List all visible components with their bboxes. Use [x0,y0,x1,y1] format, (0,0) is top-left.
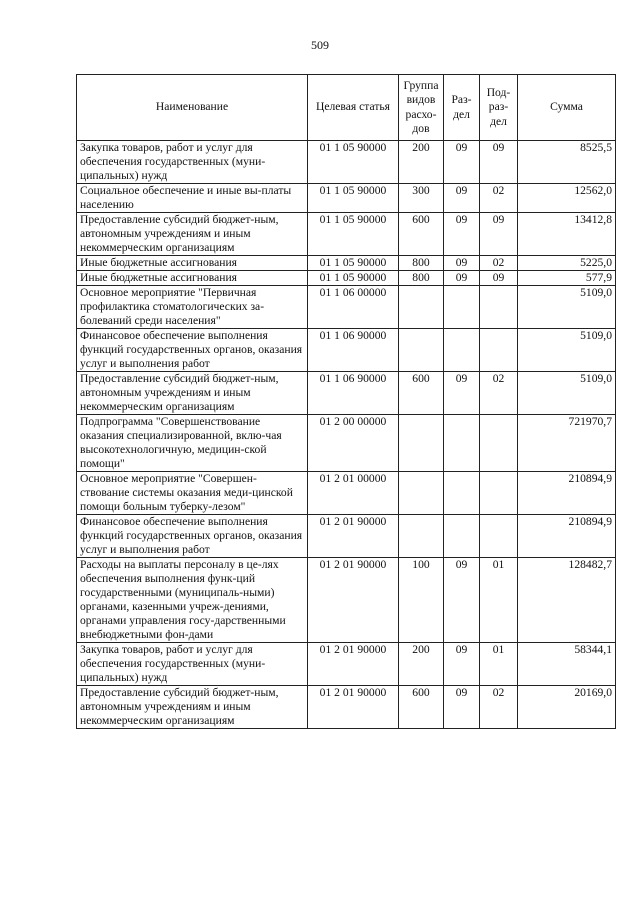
row-amount: 210894,9 [518,472,616,515]
row-amount: 13412,8 [518,213,616,256]
row-subsection [480,415,518,472]
row-subsection: 01 [480,643,518,686]
row-target-article: 01 2 00 00000 [308,415,399,472]
table-row [77,643,616,686]
header-expense-group: Группа видов расхо-дов [399,75,444,141]
row-subsection: 02 [480,184,518,213]
row-target-article: 01 2 01 90000 [308,515,399,558]
row-target-article: 01 1 05 90000 [308,184,399,213]
row-amount: 5225,0 [518,256,616,271]
row-section [444,472,480,515]
row-name: Финансовое обеспечение выполнения функций государственных органов, оказания услуг и выполнения работ [77,329,308,372]
row-name: Закупка товаров, работ и услуг для обеспечения государственных (муни-ципальных) нужд [77,141,308,184]
row-section: 09 [444,271,480,286]
row-subsection [480,329,518,372]
row-target-article: 01 1 06 00000 [308,286,399,329]
row-expense-group: 600 [399,372,444,415]
table-row [77,686,616,729]
row-name: Иные бюджетные ассигнования [77,271,308,286]
header-name: Наименование [77,75,308,141]
row-name: Иные бюджетные ассигнования [77,256,308,271]
budget-table [76,74,616,729]
row-expense-group [399,472,444,515]
row-expense-group: 300 [399,184,444,213]
table-row [77,415,616,472]
row-section [444,286,480,329]
row-section [444,329,480,372]
row-target-article: 01 2 01 90000 [308,686,399,729]
row-target-article: 01 1 05 90000 [308,256,399,271]
row-subsection: 02 [480,372,518,415]
row-name: Подпрограмма "Совершенствование оказания специализированной, вклю-чая высокотехнологичную, медицин-ской помощи" [77,415,308,472]
row-target-article: 01 1 05 90000 [308,213,399,256]
row-section: 09 [444,643,480,686]
header-section: Раз-дел [444,75,480,141]
row-expense-group [399,286,444,329]
row-section: 09 [444,184,480,213]
table-row [77,256,616,271]
row-section: 09 [444,141,480,184]
row-target-article: 01 1 06 90000 [308,329,399,372]
row-amount: 577,9 [518,271,616,286]
row-name: Основное мероприятие "Первичная профилактика стоматологических за-болеваний среди населения" [77,286,308,329]
row-name: Закупка товаров, работ и услуг для обеспечения государственных (муни-ципальных) нужд [77,643,308,686]
row-amount: 58344,1 [518,643,616,686]
row-name: Социальное обеспечение и иные вы-платы населению [77,184,308,213]
row-subsection: 02 [480,686,518,729]
row-subsection: 02 [480,256,518,271]
row-expense-group: 200 [399,643,444,686]
row-amount: 210894,9 [518,515,616,558]
row-amount: 8525,5 [518,141,616,184]
row-section: 09 [444,686,480,729]
row-target-article: 01 1 05 90000 [308,271,399,286]
row-amount: 5109,0 [518,286,616,329]
row-section: 09 [444,558,480,643]
header-amount: Сумма [518,75,616,141]
table-row [77,515,616,558]
row-section [444,515,480,558]
row-target-article: 01 2 01 00000 [308,472,399,515]
row-expense-group [399,515,444,558]
table-row [77,558,616,643]
table-row [77,472,616,515]
row-amount: 721970,7 [518,415,616,472]
row-amount: 5109,0 [518,372,616,415]
row-expense-group [399,415,444,472]
row-subsection: 09 [480,141,518,184]
row-expense-group: 600 [399,686,444,729]
table-row [77,372,616,415]
row-amount: 128482,7 [518,558,616,643]
row-subsection [480,286,518,329]
row-section: 09 [444,372,480,415]
row-amount: 20169,0 [518,686,616,729]
row-target-article: 01 1 05 90000 [308,141,399,184]
page-number: 509 [311,38,329,52]
row-name: Основное мероприятие "Совершен-ствование системы оказания меди-цинской помощи больным туберку-лезом" [77,472,308,515]
header-subsection: Под-раз-дел [480,75,518,141]
row-subsection: 09 [480,271,518,286]
row-expense-group [399,329,444,372]
row-subsection [480,472,518,515]
row-name: Предоставление субсидий бюджет-ным, автономным учреждениям и иным некоммерческим организациям [77,213,308,256]
table-row [77,286,616,329]
row-section: 09 [444,213,480,256]
row-section [444,415,480,472]
table-row [77,213,616,256]
row-amount: 12562,0 [518,184,616,213]
row-expense-group: 800 [399,256,444,271]
row-subsection: 01 [480,558,518,643]
row-name: Предоставление субсидий бюджет-ным, автономным учреждениям и иным некоммерческим организациям [77,372,308,415]
row-name: Расходы на выплаты персоналу в це-лях обеспечения выполнения функ-ций государственными (муниципаль-ными) органами, казенными учреж-дениями, органами управления госу-дарственными внебюджетными фон-дами [77,558,308,643]
row-subsection [480,515,518,558]
row-amount: 5109,0 [518,329,616,372]
row-name: Предоставление субсидий бюджет-ным, автономным учреждениям и иным некоммерческим организациям [77,686,308,729]
row-section: 09 [444,256,480,271]
row-subsection: 09 [480,213,518,256]
row-expense-group: 600 [399,213,444,256]
row-expense-group: 800 [399,271,444,286]
table-row [77,141,616,184]
row-expense-group: 200 [399,141,444,184]
row-target-article: 01 2 01 90000 [308,558,399,643]
header-target-article: Целевая статья [308,75,399,141]
row-name: Финансовое обеспечение выполнения функций государственных органов, оказания услуг и выполнения работ [77,515,308,558]
row-target-article: 01 2 01 90000 [308,643,399,686]
row-expense-group: 100 [399,558,444,643]
table-row [77,184,616,213]
table-row [77,329,616,372]
table-header-row [77,75,616,141]
table-row [77,271,616,286]
row-target-article: 01 1 06 90000 [308,372,399,415]
